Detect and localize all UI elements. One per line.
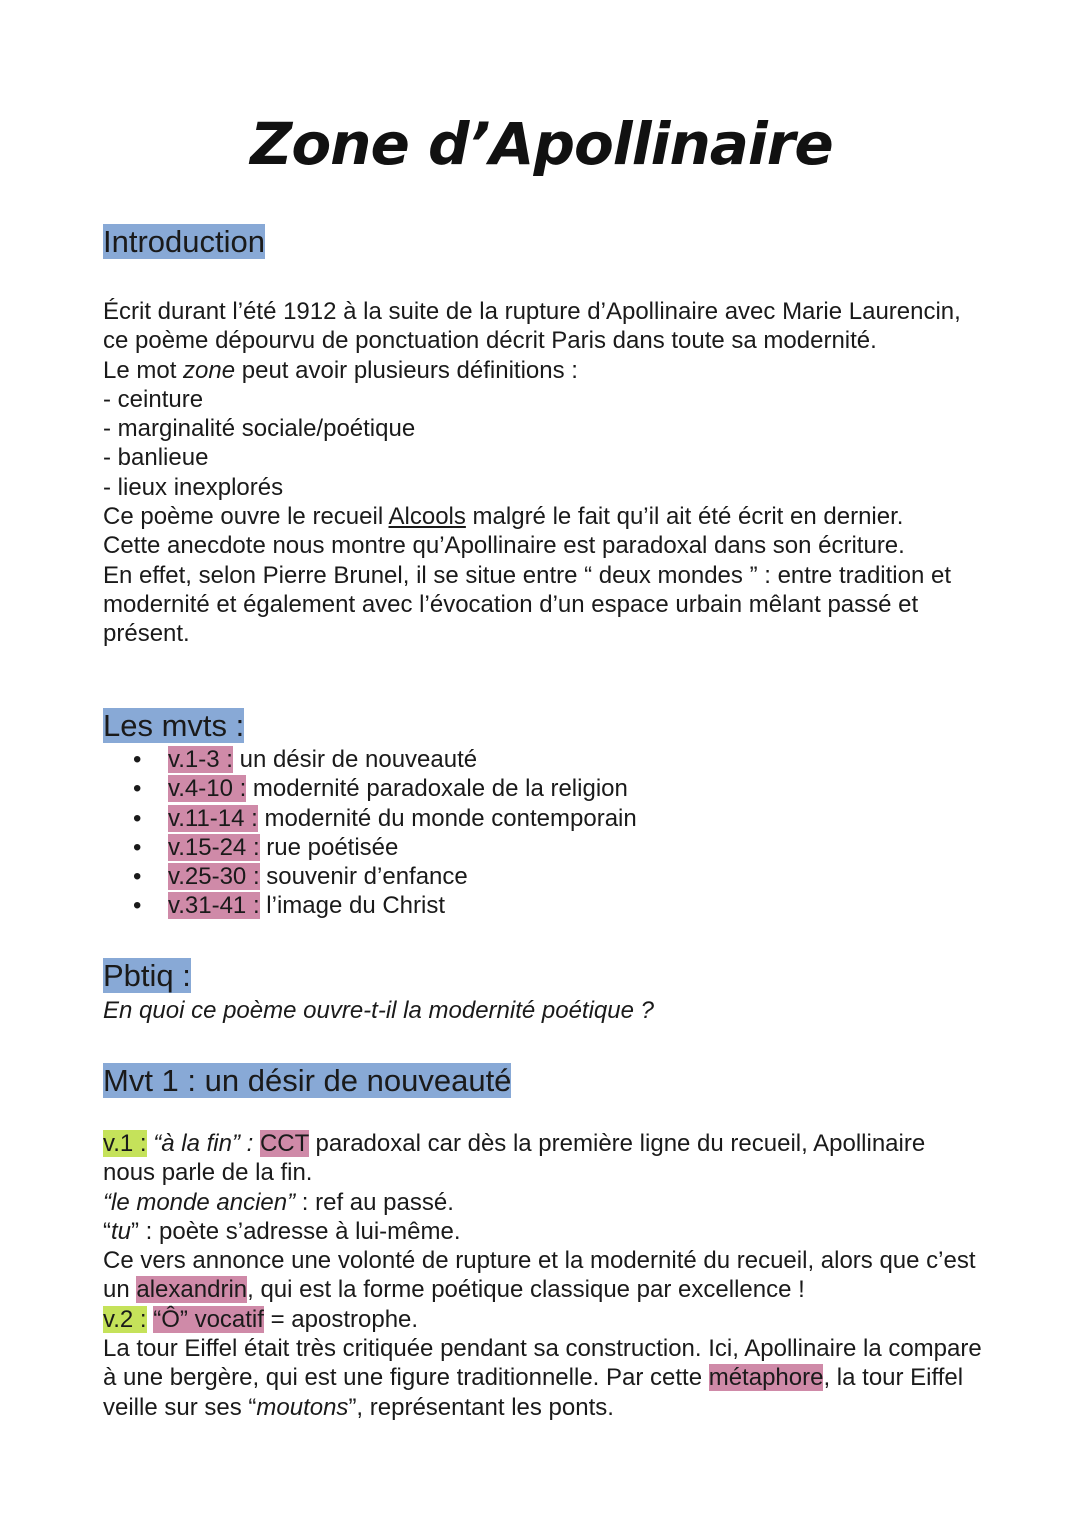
mvt1-line-6: [103, 1334, 983, 1422]
intro-p2-text-end: peut avoir plusieurs définitions :: [235, 356, 578, 384]
mvt-item: [103, 774, 637, 803]
intro-paragraph-1: Écrit durant l’été 1912 à la suite de la rupture d’Apollinaire avec Marie Laurencin, ce poème dépourvu de ponctuation décrit Paris dans toute sa modernité.: [103, 298, 961, 355]
mvt1-heading-text: Mvt 1 : un désir de nouveauté: [103, 1063, 512, 1098]
pbtiq-question-line: [103, 996, 983, 1025]
verse-ref: v.1 :: [103, 1130, 147, 1157]
mvt1-line-3-text: ” : poète s’adresse à lui-même.: [131, 1217, 461, 1245]
bullet-icon: •: [133, 775, 142, 803]
mvt-item: [103, 862, 637, 891]
figure-alexandrin: alexandrin: [136, 1276, 248, 1304]
mvt1-line-3: [103, 1217, 983, 1246]
bullet-icon: •: [133, 863, 142, 891]
mvt-ref: v.1-3 :: [168, 746, 233, 773]
mvt1-line-6-text-end: ”, représentant les ponts.: [348, 1393, 614, 1421]
bullet-icon: •: [133, 833, 142, 861]
bullet-icon: •: [133, 804, 142, 832]
definition-item: - ceinture: [103, 385, 204, 413]
mvt-item: [103, 745, 637, 774]
definition-item: - banlieue: [103, 444, 209, 472]
definition-item: - marginalité sociale/poétique: [103, 415, 416, 443]
mvt1-line-1: [103, 1129, 983, 1188]
quote-a-la-fin: “à la fin” :: [146, 1130, 260, 1157]
pbtiq-heading-text: Pbtiq :: [103, 958, 191, 993]
intro-heading: [103, 223, 265, 261]
mvt-item: [103, 891, 637, 920]
pbtiq-body: [103, 996, 983, 1025]
intro-paragraph-5: En effet, selon Pierre Brunel, il se situe entre “ deux mondes ” : entre tradition et modernité et également avec l’évocation d’un espace urbain mêlant passé et présent.: [103, 561, 952, 648]
mvt-item: [103, 804, 637, 833]
mvts-heading: [103, 707, 244, 745]
quote-tu: tu: [111, 1217, 132, 1245]
intro-p3-text-end: malgré le fait qu’il ait été écrit en dernier.: [465, 503, 904, 531]
pbtiq-question: En quoi ce poème ouvre-t-il la modernité poétique ?: [103, 997, 654, 1024]
intro-p3-text: Ce poème ouvre le recueil: [103, 503, 389, 531]
quote-moutons: moutons: [256, 1393, 349, 1421]
mvt1-heading: [103, 1062, 511, 1100]
intro-body: [103, 297, 983, 649]
mvt1-line-3-open: “: [103, 1217, 111, 1245]
intro-heading-text: Introduction: [103, 224, 265, 259]
definition-item: - lieux inexplorés: [103, 473, 284, 501]
mvt-text: souvenir d’enfance: [259, 863, 468, 891]
mvt1-line-2: [103, 1188, 983, 1217]
figure-vocatif: “Ô” vocatif: [153, 1305, 264, 1333]
mvt1-line-2-text: : ref au passé.: [295, 1188, 454, 1216]
page-title: Zone d’Apollinaire: [250, 110, 833, 178]
mvt1-line-6-text: La tour Eiffel était très critiquée pendant sa construction. Ici, Apollinaire la compare à une bergère, qui est une figure traditionnelle. Par cette: [103, 1335, 982, 1392]
figure-cct: CCT: [259, 1130, 309, 1157]
intro-p2-text: Le mot: [103, 356, 184, 384]
mvt-text: modernité du monde contemporain: [257, 804, 637, 832]
mvts-list: [103, 745, 637, 921]
mvt1-line-4: [103, 1246, 983, 1305]
figure-metaphore: métaphore: [708, 1364, 824, 1392]
mvt1-line-1-text: paradoxal car dès la première ligne du recueil, Apollinaire nous parle de la fin.: [103, 1130, 926, 1187]
mvt-ref: v.31-41 :: [168, 892, 260, 920]
intro-paragraph-3: [103, 502, 983, 531]
alcools-title: Alcools: [388, 503, 466, 531]
mvt-ref: v.15-24 :: [168, 833, 260, 861]
intro-paragraph-2: [103, 356, 983, 385]
quote-monde-ancien: “le monde ancien”: [103, 1188, 296, 1216]
mvts-heading-text: Les mvts :: [103, 708, 245, 743]
mvt1-line-4-text: Ce vers annonce une volonté de rupture et la modernité du recueil, alors que c’est un: [103, 1247, 976, 1304]
mvt1-line-5: [103, 1305, 983, 1334]
bullet-icon: •: [133, 892, 142, 920]
mvt-text: un désir de nouveauté: [232, 746, 478, 773]
mvt1-line-6-text-mid: , la tour Eiffel veille sur ses “: [103, 1364, 964, 1421]
mvt-text: l’image du Christ: [259, 892, 446, 920]
mvt-ref: v.25-30 :: [168, 863, 260, 891]
mvt-ref: v.4-10 :: [168, 775, 247, 803]
bullet-icon: •: [133, 746, 142, 773]
mvt-text: rue poétisée: [259, 833, 399, 861]
mvt1-line-4-text-end: , qui est la forme poétique classique par excellence !: [247, 1276, 805, 1304]
mvt1-line-5-text: = apostrophe.: [263, 1305, 419, 1333]
verse-ref: v.2 :: [103, 1305, 147, 1333]
mvt-ref: v.11-14 :: [168, 804, 258, 832]
intro-paragraph-4: Cette anecdote nous montre qu’Apollinaire est paradoxal dans son écriture.: [103, 532, 905, 560]
mvt-item: [103, 833, 637, 862]
mvt1-body: [103, 1129, 983, 1422]
mvt-text: modernité paradoxale de la religion: [246, 775, 628, 803]
intro-zone-word: zone: [183, 356, 236, 384]
pbtiq-heading: [103, 957, 191, 995]
